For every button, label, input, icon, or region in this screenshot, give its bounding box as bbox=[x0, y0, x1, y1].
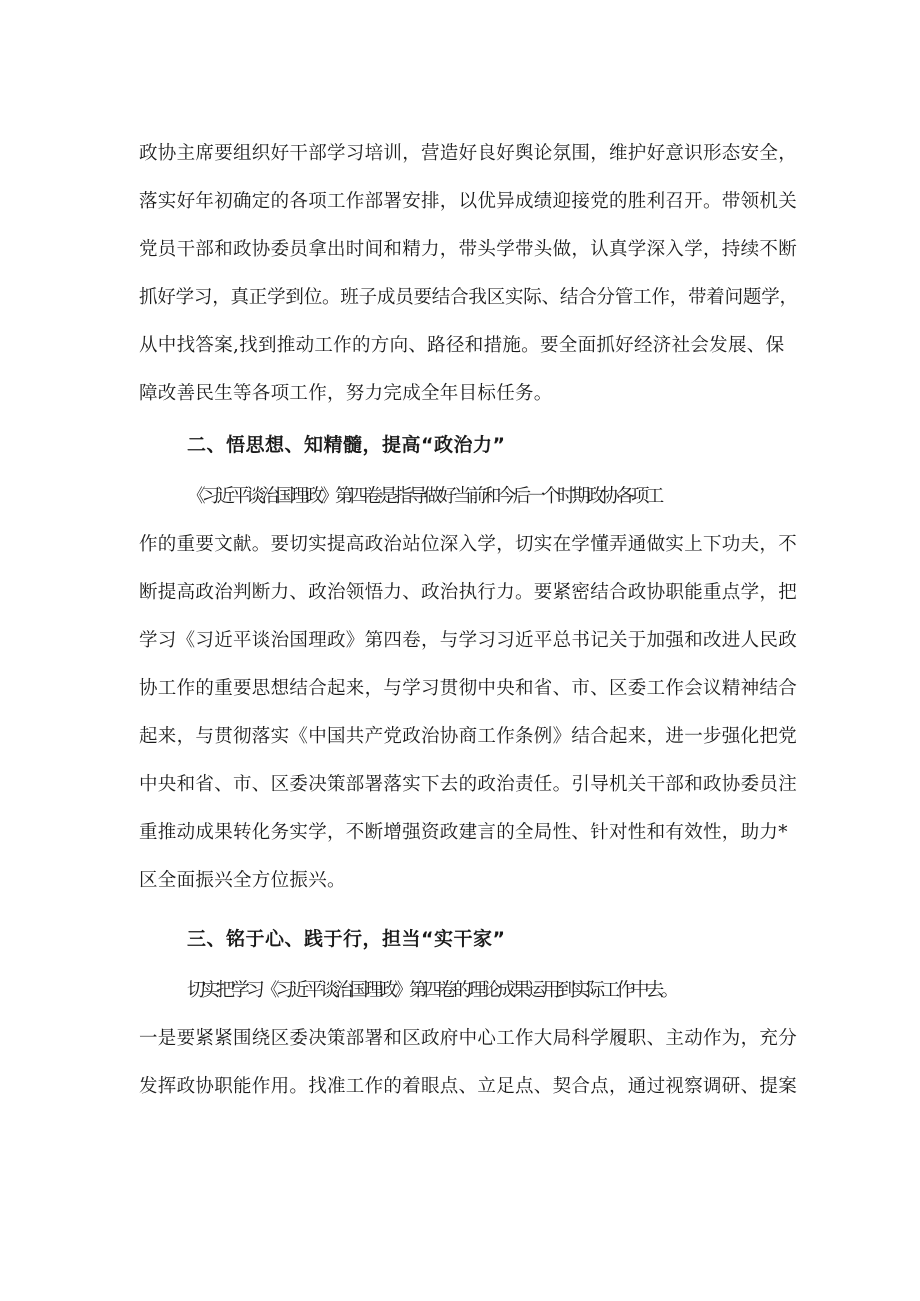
paragraph-3-line-1: 切实把学习《习近平谈治国理政》第四卷的理论成果运用到实际工作中去。 bbox=[187, 980, 676, 1001]
paragraph-1-line-2: 落实好年初确定的各项工作部署安排，以优异成绩迎接党的胜利召开。带领机关 bbox=[139, 191, 798, 212]
paragraph-2-line-2: 作的重要文献。要切实提高政治站位深入学，切实在学懂弄通做实上下功夫，不 bbox=[139, 534, 798, 555]
paragraph-2-line-8: 重推动成果转化务实学，不断增强资政建言的全局性、针对性和有效性，助力* bbox=[139, 822, 788, 843]
paragraph-3-line-2: 一是要紧紧围绕区委决策部署和区政府中心工作大局科学履职、主动作为，充分 bbox=[139, 1028, 798, 1049]
paragraph-2-line-9: 区全面振兴全方位振兴。 bbox=[139, 870, 346, 891]
paragraph-2-line-6: 起来，与贯彻落实《中国共产党政治协商工作条例》结合起来，进一步强化把党 bbox=[139, 726, 798, 747]
section-heading-3: 三、铭于心、践于行，担当“实干家” bbox=[187, 928, 506, 950]
paragraph-2-line-7: 中央和省、市、区委决策部署落实下去的政治责任。引导机关干部和政协委员注 bbox=[139, 774, 798, 795]
paragraph-1-line-3: 党员干部和政协委员拿出时间和精力，带头学带头做，认真学深入学，持续不断 bbox=[139, 239, 798, 260]
paragraph-1-line-1: 政协主席要组织好干部学习培训，营造好良好舆论氛围，维护好意识形态安全， bbox=[139, 143, 798, 164]
paragraph-1-line-6: 障改善民生等各项工作，努力完成全年目标任务。 bbox=[139, 383, 553, 404]
paragraph-1-line-4: 抓好学习，真正学到位。班子成员要结合我区实际、结合分管工作，带着问题学， bbox=[139, 287, 798, 308]
paragraph-2-line-5: 协工作的重要思想结合起来，与学习贯彻中央和省、市、区委工作会议精神结合 bbox=[139, 678, 798, 699]
paragraph-3-line-3: 发挥政协职能作用。找准工作的着眼点、立足点、契合点，通过视察调研、提案 bbox=[139, 1076, 798, 1097]
paragraph-2-line-1: 《习近平谈治国理政》第四卷是指导做好当前和今后一个时期政协各项工 bbox=[187, 486, 661, 507]
paragraph-1-line-5: 从中找答案,找到推动工作的方向、路径和措施。要全面抓好经济社会发展、保 bbox=[139, 335, 785, 356]
section-heading-2: 二、悟思想、知精髓，提高“政治力” bbox=[187, 434, 506, 456]
paragraph-2-line-4: 学习《习近平谈治国理政》第四卷，与学习习近平总书记关于加强和改进人民政 bbox=[139, 630, 798, 651]
paragraph-2-line-3: 断提高政治判断力、政治领悟力、政治执行力。要紧密结合政协职能重点学，把 bbox=[139, 582, 798, 603]
